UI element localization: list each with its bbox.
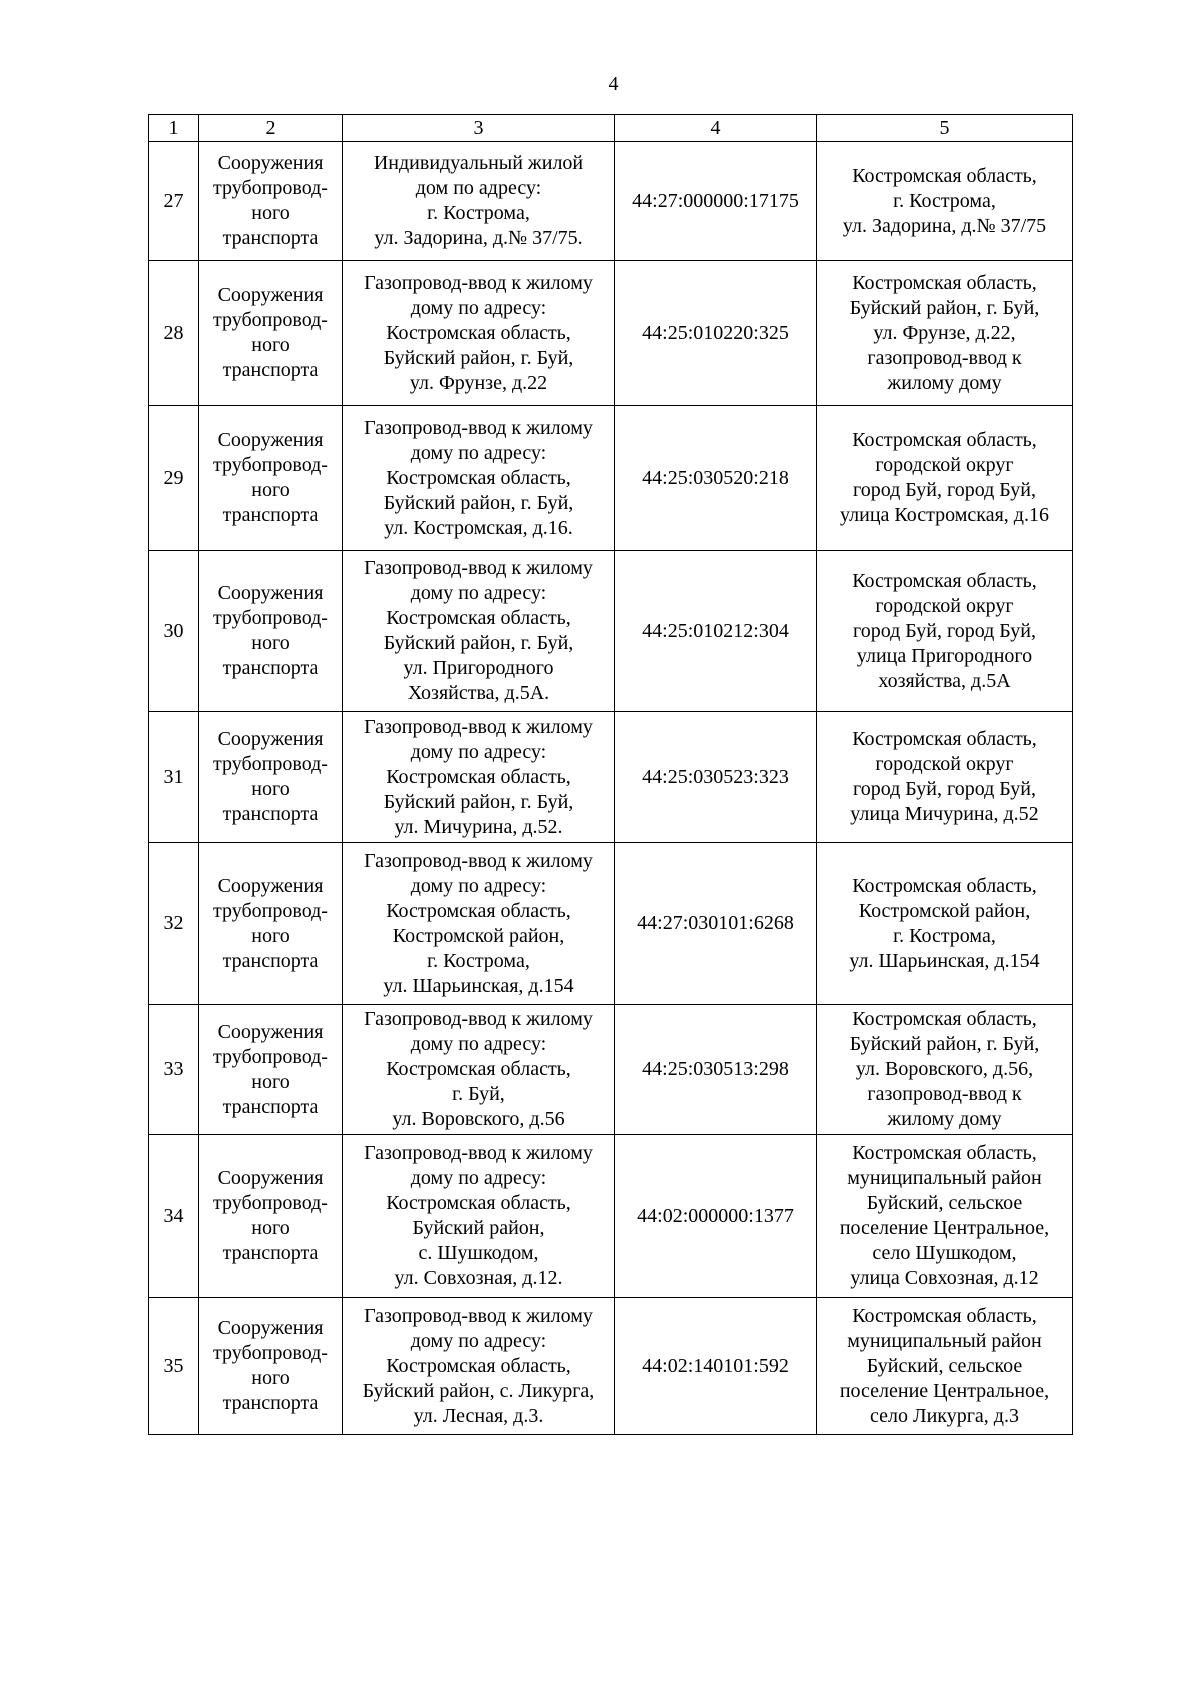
registry-table [148,114,1073,1435]
object-name: Газопровод-ввод к жилому дому по адресу: Костромская область, Буйский район, г. Буй, ул. Мичурина, д.52. [343,712,615,843]
column-header: 3 [343,115,615,142]
row-number: 31 [149,712,199,843]
object-type: Сооружения трубопровод- ного транспорта [199,1135,343,1298]
object-name: Газопровод-ввод к жилому дому по адресу: Костромская область, Буйский район, с. Ликурга, ул. Лесная, д.3. [343,1298,615,1435]
object-name: Газопровод-ввод к жилому дому по адресу: Костромская область, Буйский район, с. Шушкодом, ул. Совхозная, д.12. [343,1135,615,1298]
object-type: Сооружения трубопровод- ного транспорта [199,1298,343,1435]
object-address: Костромская область, городской округ город Буй, город Буй, улица Пригородного хозяйства, д.5А [817,551,1073,712]
cadastral-number: 44:25:030523:323 [615,712,817,843]
cadastral-number: 44:25:030513:298 [615,1005,817,1135]
cadastral-number: 44:02:140101:592 [615,1298,817,1435]
table-row [149,142,1073,261]
row-number: 35 [149,1298,199,1435]
cadastral-number: 44:25:010220:325 [615,261,817,406]
object-name: Газопровод-ввод к жилому дому по адресу: Костромская область, Буйский район, г. Буй, ул. Фрунзе, д.22 [343,261,615,406]
object-type: Сооружения трубопровод- ного транспорта [199,843,343,1005]
object-address: Костромская область, городской округ город Буй, город Буй, улица Мичурина, д.52 [817,712,1073,843]
object-address: Костромская область, Буйский район, г. Буй, ул. Воровского, д.56, газопровод-ввод к жилому дому [817,1005,1073,1135]
row-number: 27 [149,142,199,261]
cadastral-number: 44:02:000000:1377 [615,1135,817,1298]
object-name: Газопровод-ввод к жилому дому по адресу: Костромская область, Костромской район, г. Кострома, ул. Шарьинская, д.154 [343,843,615,1005]
row-number: 32 [149,843,199,1005]
cadastral-number: 44:25:030520:218 [615,406,817,551]
object-address: Костромская область, Буйский район, г. Буй, ул. Фрунзе, д.22, газопровод-ввод к жилому дому [817,261,1073,406]
row-number: 29 [149,406,199,551]
table-row [149,1298,1073,1435]
object-address: Костромская область, муниципальный район Буйский, сельское поселение Центральное, село Ликурга, д.3 [817,1298,1073,1435]
table-row [149,1005,1073,1135]
cadastral-number: 44:27:000000:17175 [615,142,817,261]
row-number: 28 [149,261,199,406]
column-header: 1 [149,115,199,142]
object-type: Сооружения трубопровод- ного транспорта [199,142,343,261]
object-type: Сооружения трубопровод- ного транспорта [199,261,343,406]
page-number: 4 [608,73,619,95]
table-row [149,406,1073,551]
object-type: Сооружения трубопровод- ного транспорта [199,1005,343,1135]
object-name: Газопровод-ввод к жилому дому по адресу: Костромская область, Буйский район, г. Буй, ул. Костромская, д.16. [343,406,615,551]
table-row [149,843,1073,1005]
table-row [149,712,1073,843]
row-number: 33 [149,1005,199,1135]
column-header: 4 [615,115,817,142]
object-name: Индивидуальный жилой дом по адресу: г. Кострома, ул. Задорина, д.№ 37/75. [343,142,615,261]
object-name: Газопровод-ввод к жилому дому по адресу: Костромская область, г. Буй, ул. Воровского, д.56 [343,1005,615,1135]
object-address: Костромская область, муниципальный район Буйский, сельское поселение Центральное, село Шушкодом, улица Совхозная, д.12 [817,1135,1073,1298]
table-row [149,261,1073,406]
table-row [149,551,1073,712]
header-row [149,115,1073,142]
row-number: 30 [149,551,199,712]
cadastral-number: 44:25:010212:304 [615,551,817,712]
object-address: Костромская область, городской округ город Буй, город Буй, улица Костромская, д.16 [817,406,1073,551]
object-type: Сооружения трубопровод- ного транспорта [199,406,343,551]
column-header: 2 [199,115,343,142]
object-type: Сооружения трубопровод- ного транспорта [199,551,343,712]
object-address: Костромская область, Костромской район, г. Кострома, ул. Шарьинская, д.154 [817,843,1073,1005]
column-header: 5 [817,115,1073,142]
row-number: 34 [149,1135,199,1298]
cadastral-number: 44:27:030101:6268 [615,843,817,1005]
object-address: Костромская область, г. Кострома, ул. Задорина, д.№ 37/75 [817,142,1073,261]
table-row [149,1135,1073,1298]
object-name: Газопровод-ввод к жилому дому по адресу: Костромская область, Буйский район, г. Буй, ул. Пригородного Хозяйства, д.5А. [343,551,615,712]
object-type: Сооружения трубопровод- ного транспорта [199,712,343,843]
